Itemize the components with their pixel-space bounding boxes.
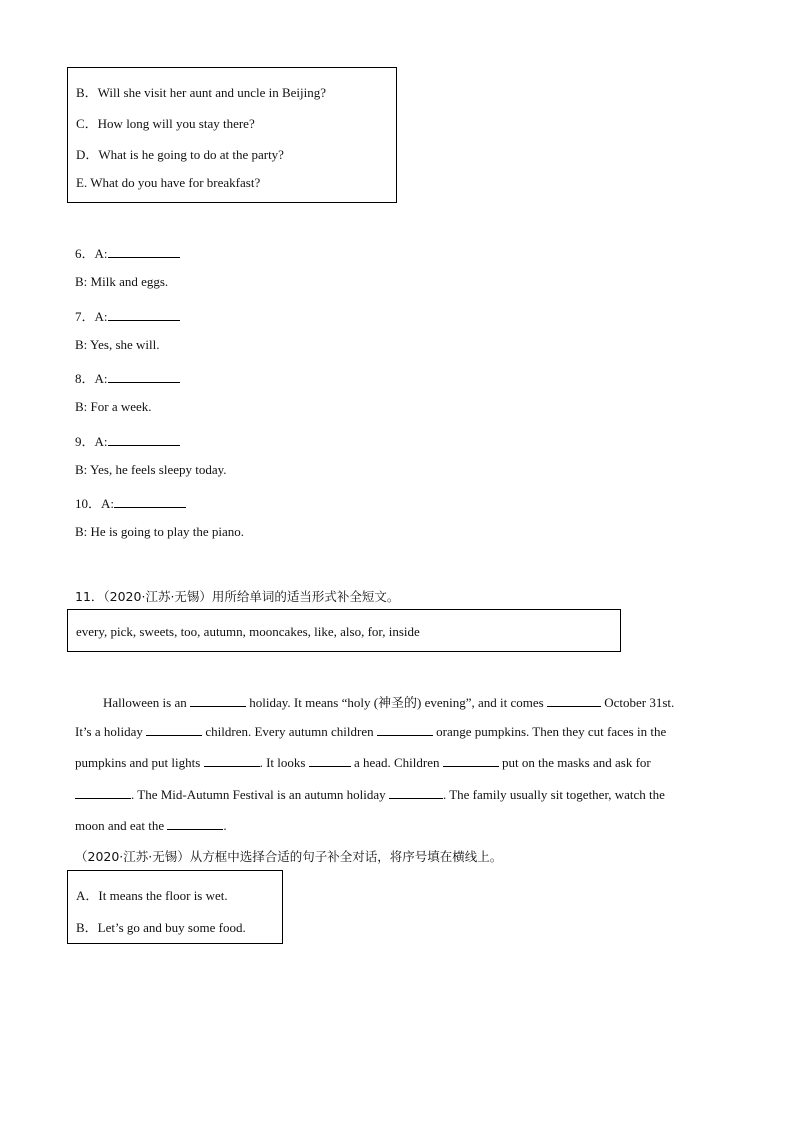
q7-blank[interactable] bbox=[108, 308, 180, 321]
q10-blank[interactable] bbox=[114, 495, 186, 508]
q7-b: B: Yes, she will. bbox=[75, 337, 160, 352]
options-box-top bbox=[67, 67, 397, 203]
option-c: C．How long will you stay there? bbox=[76, 116, 255, 131]
passage-blank-1[interactable] bbox=[190, 694, 246, 707]
option-a-bottom: A．It means the floor is wet. bbox=[76, 888, 228, 903]
passage-line-3: pumpkins and put lights . It looks a head. Children put on the masks and ask for bbox=[75, 755, 651, 770]
passage-blank-4[interactable] bbox=[377, 723, 433, 736]
option-b-bottom: B．Let’s go and buy some food. bbox=[76, 920, 246, 935]
passage-blank-9[interactable] bbox=[389, 786, 443, 799]
q11-heading: 11．（2020·江苏·无锡）用所给单词的适当形式补全短文。 bbox=[75, 589, 400, 604]
passage-line-2: It’s a holiday children. Every autumn children orange pumpkins. Then they cut faces in the bbox=[75, 724, 667, 739]
passage-line-5: moon and eat the . bbox=[75, 818, 227, 833]
q8-b: B: For a week. bbox=[75, 399, 152, 414]
passage-blank-2[interactable] bbox=[547, 694, 601, 707]
q9-blank[interactable] bbox=[108, 433, 180, 446]
option-e: E. What do you have for breakfast? bbox=[76, 175, 261, 190]
q6-b: B: Milk and eggs. bbox=[75, 274, 169, 289]
q9-a: 9．A: bbox=[75, 431, 180, 450]
q10-a: 10．A: bbox=[75, 493, 186, 512]
word-box bbox=[67, 609, 621, 652]
passage-blank-7[interactable] bbox=[443, 754, 499, 767]
q9-b: B: Yes, he feels sleepy today. bbox=[75, 462, 227, 477]
options-box-bottom bbox=[67, 870, 283, 944]
q6-a: 6．A: bbox=[75, 243, 180, 262]
passage-blank-10[interactable] bbox=[167, 817, 223, 830]
q8-blank[interactable] bbox=[108, 370, 180, 383]
q8-a: 8．A: bbox=[75, 368, 180, 387]
passage-line-1: Halloween is an holiday. It means “holy (神圣的) evening”, and it comes October 31st. bbox=[103, 695, 675, 710]
passage-blank-5[interactable] bbox=[204, 754, 260, 767]
option-b: B．Will she visit her aunt and uncle in Beijing? bbox=[76, 85, 327, 100]
passage-line-4: . The Mid-Autumn Festival is an autumn holiday . The family usually sit together, watch the bbox=[75, 786, 665, 803]
q6-blank[interactable] bbox=[108, 245, 180, 258]
passage-blank-8[interactable] bbox=[75, 786, 131, 799]
q7-a: 7．A: bbox=[75, 306, 180, 325]
word-list: every, pick, sweets, too, autumn, mooncakes, like, also, for, inside bbox=[76, 624, 420, 639]
passage-blank-3[interactable] bbox=[146, 723, 202, 736]
q12-heading: （2020·江苏·无锡）从方框中选择合适的句子补全对话，将序号填在横线上。 bbox=[75, 849, 503, 864]
option-d: D．What is he going to do at the party? bbox=[76, 147, 284, 162]
passage-blank-6[interactable] bbox=[309, 754, 351, 767]
q10-b: B: He is going to play the piano. bbox=[75, 524, 244, 539]
